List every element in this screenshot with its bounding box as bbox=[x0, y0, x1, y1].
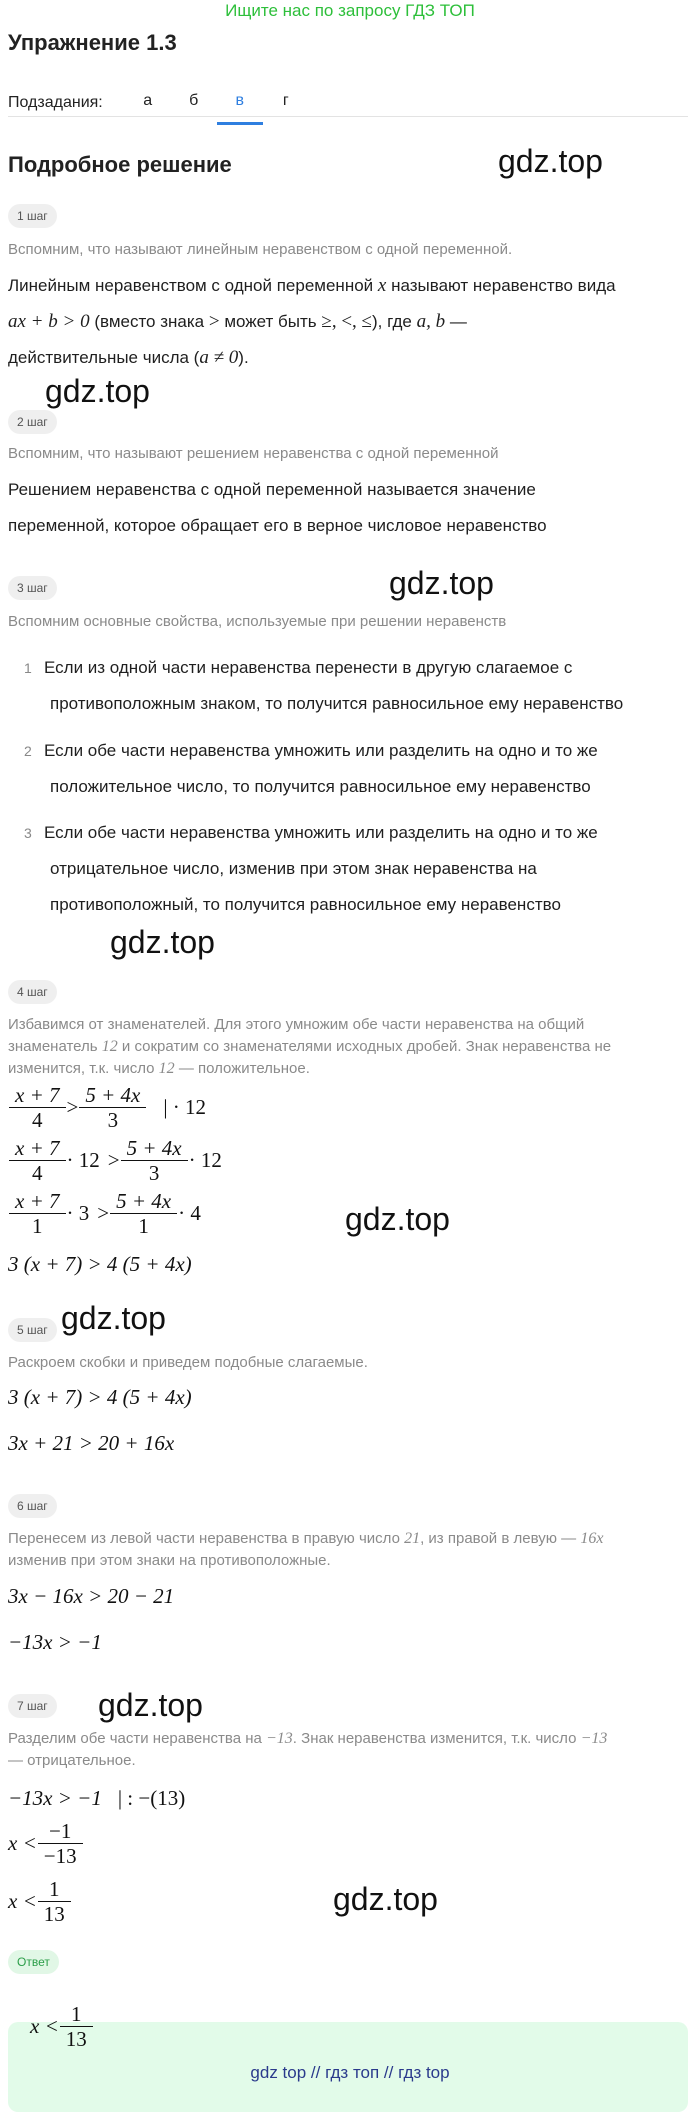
fraction: $\frac{x + 7}{4}$ bbox=[12, 1136, 63, 1185]
text-part: может быть bbox=[224, 312, 317, 331]
math-number: 12 bbox=[101, 1038, 118, 1055]
watermark: gdz.top bbox=[110, 924, 215, 960]
list-text: Если обе части неравенства умножить или разделить на одно и то же bbox=[44, 823, 598, 842]
tab-b[interactable]: б bbox=[189, 92, 199, 109]
page-title: Упражнение 1.3 bbox=[8, 30, 177, 55]
step-badge: 6 шаг bbox=[8, 1494, 57, 1518]
equation-line: 3x − 16x > 20 − 21 bbox=[8, 1584, 175, 1608]
text-part: называют неравенство вида bbox=[391, 276, 616, 295]
step-badge: 1 шаг bbox=[8, 204, 57, 228]
step-hint bbox=[8, 1528, 688, 1572]
text-part: действительные числа ( bbox=[8, 348, 200, 367]
step-badge: 3 шаг bbox=[8, 576, 57, 600]
fraction: $\frac{5 + 4x}{3}$ bbox=[124, 1136, 185, 1185]
equation-line: x < $\frac{1}{13}$ bbox=[8, 1877, 72, 1926]
text-part: Линейным неравенством с одной переменной bbox=[8, 276, 374, 295]
step-text bbox=[8, 340, 688, 376]
step-text bbox=[8, 304, 688, 340]
equation-line: 3 (x + 7) > 4 (5 + 4x) bbox=[8, 1385, 192, 1409]
tab-a[interactable]: а bbox=[143, 92, 153, 109]
list-number: 2 bbox=[24, 743, 32, 759]
step-hint: Вспомним, что называют линейным неравенством с одной переменной. bbox=[8, 241, 513, 258]
step-text bbox=[8, 268, 688, 304]
math-inequality: ax + b > 0 bbox=[8, 311, 90, 332]
equation-line: $\frac{x + 7}{4}$ · 12 > $\frac{5 + 4x}{3}$ · 12 bbox=[8, 1136, 222, 1185]
step-hint bbox=[8, 1728, 688, 1772]
list-number: 3 bbox=[24, 825, 32, 841]
list-text: отрицательное число, изменив при этом знак неравенства на bbox=[50, 859, 537, 878]
fraction: $\frac{-1}{-13}$ bbox=[41, 1819, 80, 1868]
watermark: gdz.top bbox=[333, 1881, 438, 1917]
text-part: — bbox=[449, 312, 467, 331]
step-badge: 5 шаг bbox=[8, 1318, 57, 1342]
answer-equation: x < $\frac{1}{13}$ bbox=[30, 2002, 94, 2051]
hint-line: — отрицательное. bbox=[8, 1752, 136, 1769]
math-var: x bbox=[377, 275, 387, 296]
tab-v[interactable]: в bbox=[217, 92, 263, 125]
hint-line: знаменатель 12 и сократим со знаменателями исходных дробей. Знак неравенства не bbox=[8, 1038, 612, 1055]
hint-line: Перенесем из левой части неравенства в правую число 21, из правой в левую — 16x bbox=[8, 1530, 604, 1547]
equation-line: −13x > −1 bbox=[8, 1630, 102, 1654]
step-text: Решением неравенства с одной переменной называется значение bbox=[8, 480, 536, 499]
solution-title: Подробное решение bbox=[8, 152, 232, 177]
hint-line: изменится, т.к. число 12 — положительное. bbox=[8, 1060, 310, 1077]
hint-line: изменив при этом знаки на противоположные. bbox=[8, 1552, 331, 1569]
list-number: 1 bbox=[24, 660, 32, 676]
step-text: переменной, которое обращает его в верное числовое неравенство bbox=[8, 516, 547, 535]
answer-badge: Ответ bbox=[8, 1950, 59, 1974]
hint-line: Избавимся от знаменателей. Для этого умножим обе части неравенства на общий bbox=[8, 1016, 585, 1033]
step-hint bbox=[8, 1014, 688, 1080]
math-sign: > bbox=[208, 311, 220, 332]
top-banner[interactable]: Ищите нас по запросу ГДЗ ТОП bbox=[225, 1, 475, 20]
step-badge: 7 шаг bbox=[8, 1694, 57, 1718]
step-hint: Раскроем скобки и приведем подобные слагаемые. bbox=[8, 1354, 368, 1371]
footer-links[interactable]: gdz top // гдз топ // гдз top bbox=[250, 2063, 450, 2082]
list-text: Если из одной части неравенства перенести в другую слагаемое с bbox=[44, 658, 573, 677]
subtasks-divider bbox=[8, 116, 688, 117]
step-badge: 2 шаг bbox=[8, 410, 57, 434]
watermark: gdz.top bbox=[98, 1687, 203, 1723]
equation-line: $\frac{x + 7}{1}$ · 3 > $\frac{5 + 4x}{1}$ · 4 bbox=[8, 1189, 201, 1238]
fraction: $\frac{x + 7}{4}$ bbox=[12, 1083, 63, 1132]
list-text: Если обе части неравенства умножить или разделить на одно и то же bbox=[44, 741, 598, 760]
subtasks-bar bbox=[8, 86, 309, 119]
watermark: gdz.top bbox=[45, 373, 150, 409]
list-item bbox=[24, 650, 684, 722]
list-text: противоположным знаком, то получится равносильное ему неравенство bbox=[50, 694, 624, 713]
math-signs: ≥, <, ≤ bbox=[321, 311, 372, 332]
equation-line: $\frac{x + 7}{4}$ > $\frac{5 + 4x}{3}$ | · 12 bbox=[8, 1083, 206, 1132]
tab-g[interactable]: г bbox=[282, 92, 289, 109]
equation-line: 3 (x + 7) > 4 (5 + 4x) bbox=[8, 1252, 192, 1276]
list-text: положительное число, то получится равносильное ему неравенство bbox=[50, 777, 591, 796]
step-hint: Вспомним основные свойства, используемые при решении неравенств bbox=[8, 613, 507, 630]
list-item bbox=[24, 733, 684, 805]
math-number: 12 bbox=[158, 1060, 175, 1077]
math-condition: a ≠ 0 bbox=[199, 347, 239, 368]
fraction: $\frac{5 + 4x}{3}$ bbox=[82, 1083, 143, 1132]
step-badge: 4 шаг bbox=[8, 980, 57, 1004]
watermark: gdz.top bbox=[345, 1201, 450, 1237]
equation-line: −13x > −1 | : −(13) bbox=[8, 1786, 186, 1810]
step-hint: Вспомним, что называют решением неравенства с одной переменной bbox=[8, 445, 499, 462]
text-part: ). bbox=[238, 348, 249, 367]
text-part: (вместо знака bbox=[94, 312, 205, 331]
math-vars: a, b bbox=[416, 311, 446, 332]
watermark: gdz.top bbox=[389, 565, 494, 601]
hint-line: Разделим обе части неравенства на −13. Знак неравенства изменится, т.к. число −13 bbox=[8, 1730, 608, 1747]
fraction: $\frac{5 + 4x}{1}$ bbox=[113, 1189, 174, 1238]
watermark: gdz.top bbox=[498, 143, 603, 179]
fraction: $\frac{x + 7}{1}$ bbox=[12, 1189, 63, 1238]
fraction: $\frac{1}{13}$ bbox=[63, 2002, 90, 2051]
list-item bbox=[24, 815, 684, 923]
text-part: ), где bbox=[371, 312, 412, 331]
equation-line: x < $\frac{-1}{-13}$ bbox=[8, 1819, 84, 1868]
subtasks-label: Подзадания: bbox=[8, 93, 103, 111]
list-text: противоположный, то получится равносильное ему неравенство bbox=[50, 895, 561, 914]
equation-line: 3x + 21 > 20 + 16x bbox=[8, 1431, 175, 1455]
fraction: $\frac{1}{13}$ bbox=[41, 1877, 68, 1926]
watermark: gdz.top bbox=[61, 1300, 166, 1336]
